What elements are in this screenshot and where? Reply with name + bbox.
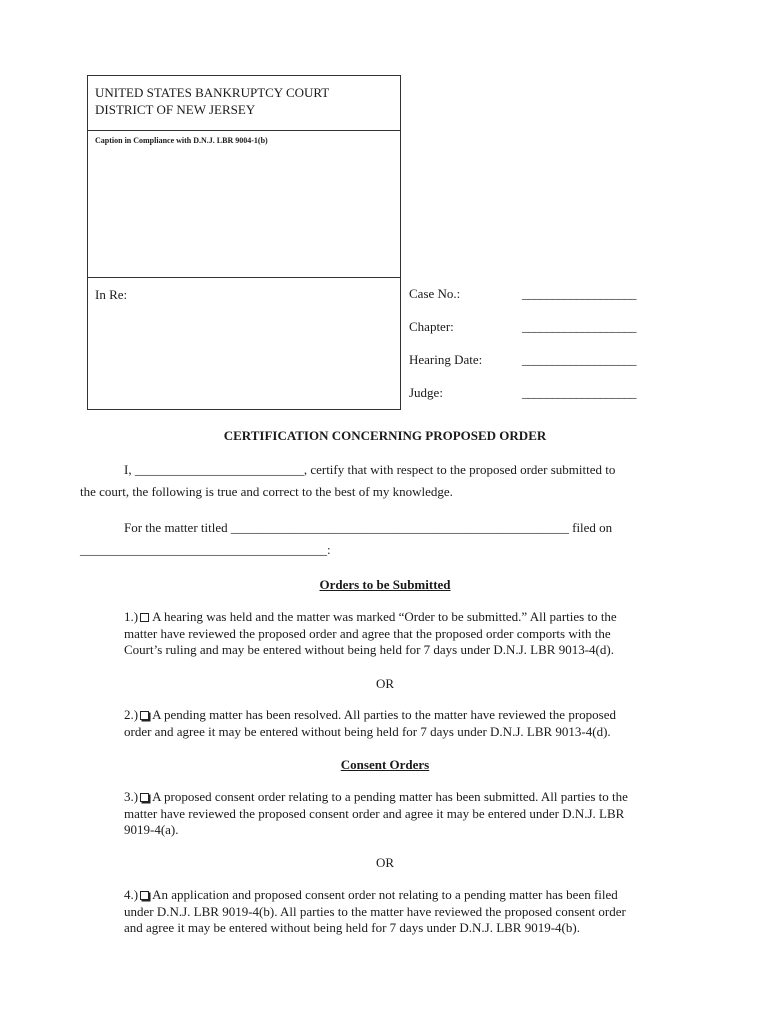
judge-field[interactable]: ___________________: [522, 385, 636, 400]
option-4-text-3: and agree it may be entered without being held for 7 days under D.N.J. LBR 9019-4(b).: [124, 920, 580, 935]
option-1-checkbox[interactable]: [140, 613, 149, 622]
in-re-label: In Re:: [95, 287, 128, 302]
option-4-checkbox[interactable]: [140, 891, 149, 900]
option-3: [124, 789, 672, 839]
filed-on-line[interactable]: ______________________________________:: [80, 542, 331, 557]
case-no-field[interactable]: ___________________: [522, 286, 636, 301]
option-4: [124, 887, 672, 937]
option-2-text: A pending matter has been resolved. All parties to the matter have reviewed the proposed: [152, 707, 616, 722]
option-3-text: A proposed consent order relating to a pending matter has been submitted. All parties to the: [152, 789, 628, 804]
option-2-number: 2.): [124, 707, 139, 722]
orders-to-be-submitted-heading: Orders to be Submitted: [319, 577, 451, 592]
option-4-number: 4.): [124, 887, 139, 902]
chapter-field[interactable]: ___________________: [522, 319, 636, 334]
option-3-text-2: matter have reviewed the proposed consent order and agree it may be entered under D.N.J. LBR: [124, 805, 625, 821]
intro-line-2: the court, the following is true and correct to the best of my knowledge.: [80, 484, 453, 499]
option-1-number: 1.): [124, 609, 139, 624]
court-caption-box: [87, 75, 401, 410]
option-1-text: A hearing was held and the matter was marked “Order to be submitted.” All parties to the: [152, 609, 617, 624]
or-separator-1: OR: [375, 676, 395, 691]
hearing-date-label: Hearing Date:: [409, 352, 483, 367]
hearing-date-field[interactable]: ___________________: [522, 352, 636, 367]
court-district: DISTRICT OF NEW JERSEY: [95, 102, 256, 117]
option-1: [124, 609, 672, 659]
option-4-text-2: under D.N.J. LBR 9019-4(b). All parties to the matter have reviewed the proposed consent order: [124, 903, 626, 919]
case-no-label: Case No.:: [409, 286, 461, 301]
option-4-text: An application and proposed consent order not relating to a pending matter has been filed: [152, 887, 618, 902]
document-title: CERTIFICATION CONCERNING PROPOSED ORDER: [223, 428, 547, 443]
caption-note: Caption in Compliance with D.N.J. LBR 9004-1(b): [95, 136, 268, 145]
option-3-number: 3.): [124, 789, 139, 804]
option-2: [124, 707, 672, 740]
caption-area[interactable]: [88, 131, 400, 278]
option-1-text-2: matter have reviewed the proposed order and agree that the proposed order comports with the: [124, 625, 611, 641]
option-2-checkbox[interactable]: [140, 711, 149, 720]
option-1-text-3: Court’s ruling and may be entered without being held for 7 days under D.N.J. LBR 9013-4(d).: [124, 642, 614, 657]
option-3-checkbox[interactable]: [140, 793, 149, 802]
or-separator-2: OR: [375, 855, 395, 870]
court-header: [88, 76, 400, 131]
option-2-text-2: order and agree it may be entered without being held for 7 days under D.N.J. LBR 9013-4(d).: [124, 723, 611, 739]
court-name: UNITED STATES BANKRUPTCY COURT: [95, 85, 330, 100]
judge-label: Judge:: [409, 385, 443, 400]
matter-title-line[interactable]: For the matter titled ____________________________________________________ filed on: [124, 520, 613, 535]
chapter-label: Chapter:: [409, 319, 454, 334]
certifier-line[interactable]: I, __________________________, certify that with respect to the proposed order submitted to: [124, 462, 616, 477]
consent-orders-heading: Consent Orders: [340, 757, 430, 772]
option-3-text-3: 9019-4(a).: [124, 822, 179, 837]
